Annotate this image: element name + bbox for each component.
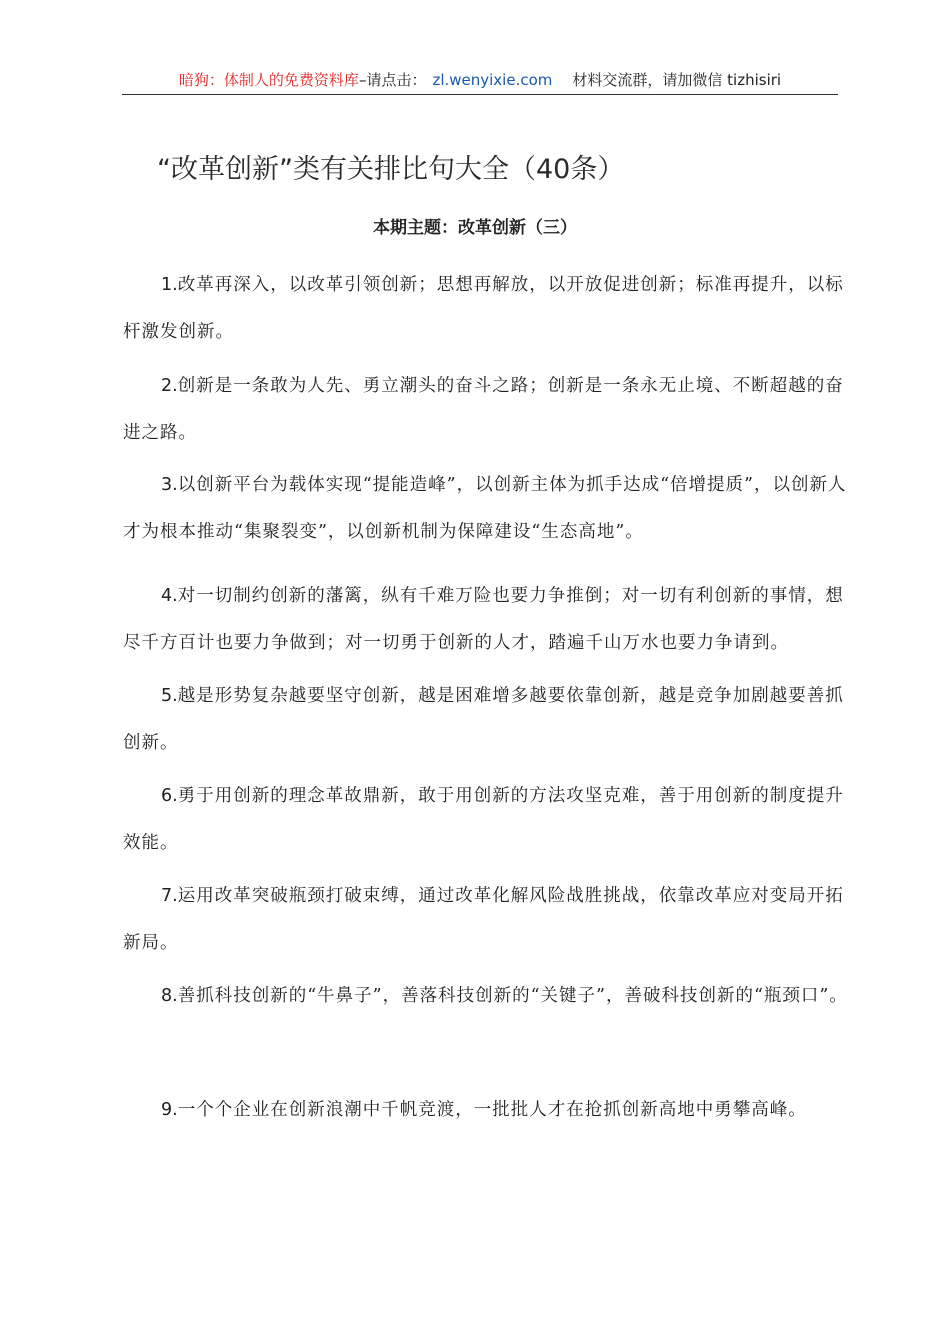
list-item — [123, 673, 853, 767]
list-item — [123, 573, 853, 667]
item-number: 5. — [161, 686, 178, 706]
list-item — [123, 773, 853, 867]
list-item — [123, 363, 853, 457]
item-number: 3. — [161, 475, 178, 495]
list-item — [123, 1087, 853, 1134]
item-number: 8. — [161, 986, 178, 1006]
item-text: 运用改革突破瓶颈打破束缚，通过改革化解风险战胜挑战，依靠改革应对变局开拓新局。 — [123, 886, 844, 953]
item-text: 创新是一条敢为人先、勇立潮头的奋斗之路；创新是一条永无止境、不断超越的奋进之路。 — [123, 376, 844, 443]
list-item — [123, 873, 853, 967]
item-number: 2. — [161, 376, 178, 396]
item-text: 善抓科技创新的“牛鼻子”，善落科技创新的“关键子”，善破科技创新的“瓶颈口”。 — [177, 986, 848, 1006]
page-header — [122, 68, 838, 95]
header-brand: 暗狗：体制人的免费资料库 — [178, 71, 359, 89]
item-number: 6. — [161, 786, 178, 806]
item-text: 勇于用创新的理念革故鼎新，敢于用创新的方法攻坚克难，善于用创新的制度提升效能。 — [123, 786, 844, 853]
item-text: 一个个企业在创新浪潮中千帆竞渡，一批批人才在抢抓创新高地中勇攀高峰。 — [177, 1100, 807, 1120]
header-url-link[interactable]: zl.wenyixie.com — [432, 71, 553, 89]
item-number: 9. — [161, 1100, 178, 1120]
header-prompt: –请点击： — [358, 71, 427, 89]
item-number: 4. — [161, 586, 178, 606]
item-text: 对一切制约创新的藩篱，纵有千难万险也要力争推倒；对一切有利创新的事情，想尽千方百计也要力争做到；对一切勇于创新的人才，踏遍千山万水也要力争请到。 — [123, 586, 844, 653]
item-number: 7. — [161, 886, 178, 906]
list-item — [123, 262, 853, 356]
item-text: 以创新平台为载体实现“提能造峰”，以创新主体为抓手达成“倍增提质”，以创新人才为根本推动“集聚裂变”，以创新机制为保障建设“生态高地”。 — [123, 475, 847, 542]
list-item — [123, 462, 853, 556]
item-text: 越是形势复杂越要坚守创新，越是困难增多越要依靠创新，越是竞争加剧越要善抓创新。 — [123, 686, 844, 753]
item-number: 1. — [161, 275, 178, 295]
list-item — [123, 973, 853, 1020]
header-contact: 材料交流群，请加微信 tizhisiri — [572, 71, 782, 89]
item-text: 改革再深入，以改革引领创新；思想再解放，以开放促进创新；标准再提升，以标杆激发创新。 — [123, 275, 844, 342]
document-subtitle: 本期主题：改革创新（三） — [373, 218, 577, 238]
document-title: “改革创新”类有关排比句大全（40条） — [157, 154, 625, 185]
